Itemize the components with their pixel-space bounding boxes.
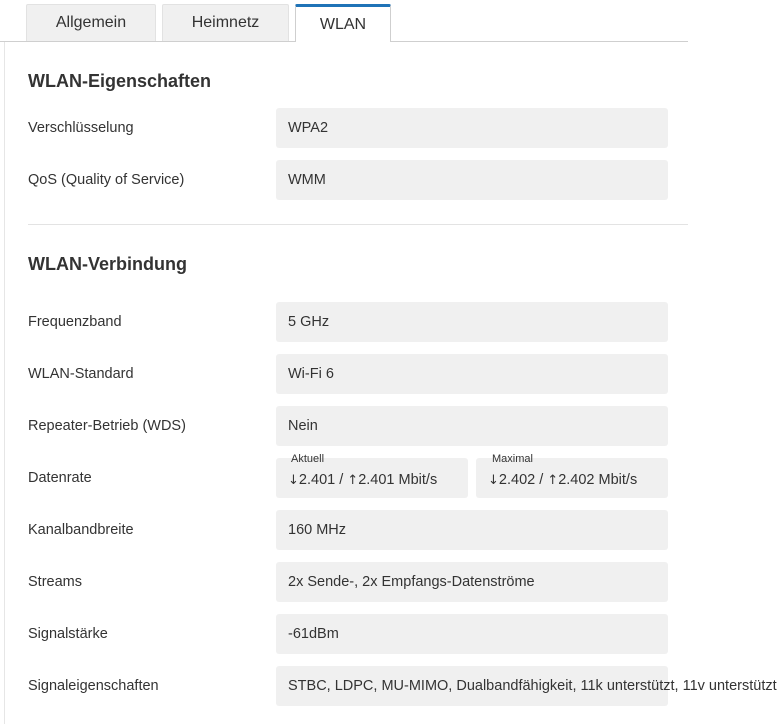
label-signal-properties: Signaleigenschaften [28, 678, 159, 694]
datarate-max-values [488, 470, 637, 491]
datarate-current-caption: Aktuell [291, 453, 325, 465]
datarate-max-separator: / [535, 472, 548, 488]
tab-heimnetz[interactable]: Heimnetz [162, 4, 289, 41]
section-divider [28, 224, 688, 225]
tab-bar [0, 0, 688, 42]
label-wlan-standard: WLAN-Standard [28, 366, 134, 382]
arrow-up-icon: ↑ [347, 473, 359, 488]
value-signal-strength: -61dBm [276, 614, 668, 654]
value-channel-bandwidth: 160 MHz [276, 510, 668, 550]
datarate-current-up: 2.401 Mbit/s [358, 472, 438, 488]
datarate-current-down: 2.401 [298, 472, 336, 488]
label-frequency-band: Frequenzband [28, 314, 122, 330]
label-streams: Streams [28, 574, 82, 590]
value-qos: WMM [276, 160, 668, 200]
tab-wlan[interactable]: WLAN [295, 4, 391, 42]
label-qos: QoS (Quality of Service) [28, 172, 185, 188]
section-title-properties: WLAN-Eigenschaften [28, 71, 212, 91]
arrow-down-icon: ↓ [488, 473, 499, 488]
datarate-max-caption: Maximal [492, 453, 533, 465]
datarate-max-down: 2.402 [498, 472, 536, 488]
value-frequency-band: 5 GHz [276, 302, 668, 342]
value-wlan-standard: Wi-Fi 6 [276, 354, 668, 394]
value-repeater-mode: Nein [276, 406, 668, 446]
label-channel-bandwidth: Kanalbandbreite [28, 522, 134, 538]
value-signal-properties: STBC, LDPC, MU-MIMO, Dualbandfähigkeit, 11k unterstützt, 11v unterstützt [276, 666, 668, 706]
tab-allgemein[interactable]: Allgemein [26, 4, 156, 41]
arrow-down-icon: ↓ [288, 473, 299, 488]
value-streams: 2x Sende-, 2x Empfangs-Datenströme [276, 562, 668, 602]
content-left-border [4, 42, 5, 724]
datarate-current-values [288, 470, 437, 491]
label-signal-strength: Signalstärke [28, 626, 108, 642]
label-repeater-mode: Repeater-Betrieb (WDS) [28, 418, 186, 434]
datarate-max-up: 2.402 Mbit/s [558, 472, 638, 488]
section-title-connection: WLAN-Verbindung [28, 254, 187, 274]
label-encryption: Verschlüsselung [28, 120, 134, 136]
datarate-current-separator: / [335, 472, 348, 488]
value-encryption: WPA2 [276, 108, 668, 148]
arrow-up-icon: ↑ [547, 473, 559, 488]
label-datarate: Datenrate [28, 470, 92, 486]
